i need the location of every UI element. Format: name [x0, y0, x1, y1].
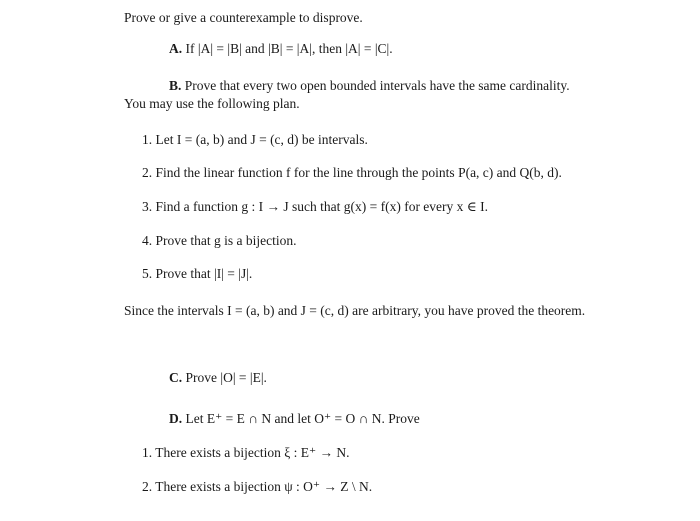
step-number: 3. — [142, 199, 153, 214]
step-number: 2. — [142, 479, 153, 494]
step-text: Prove that |I| = |J|. — [155, 266, 253, 281]
part-d — [169, 410, 420, 428]
part-b-text: Prove that every two open bounded intervals have the same cardinality. — [184, 78, 570, 93]
part-a-label: A. — [169, 41, 183, 56]
part-d-label: D. — [169, 411, 183, 426]
part-c-text: Prove |O| = |E|. — [185, 370, 267, 385]
step-text: Find the linear function f for the line through the points P(a, c) and Q(b, d). — [155, 165, 562, 180]
step-number: 4. — [142, 233, 153, 248]
step-text: Find a function g : I → J such that g(x) = f(x) for every x ∈ I. — [155, 199, 489, 214]
part-d-step-2 — [142, 478, 372, 496]
part-d-text: Let E⁺ = E ∩ N and let O⁺ = O ∩ N. Prove — [185, 411, 420, 426]
step-text: Let I = (a, b) and J = (c, d) be intervals. — [155, 132, 368, 147]
step-number: 1. — [142, 445, 153, 460]
plan-step-3 — [142, 198, 488, 216]
plan-step-5 — [142, 265, 252, 283]
intro-text: Prove or give a counterexample to disprove. — [124, 10, 363, 25]
step-number: 2. — [142, 165, 153, 180]
plan-step-2 — [142, 164, 562, 182]
step-text: There exists a bijection ξ : E⁺ → N. — [155, 445, 350, 460]
part-d-step-1 — [142, 444, 350, 462]
part-b-label: B. — [169, 78, 182, 93]
plan-intro: You may use the following plan. — [124, 96, 300, 111]
step-number: 5. — [142, 266, 153, 281]
part-a-text: If |A| = |B| and |B| = |A|, then |A| = |C|. — [185, 41, 393, 56]
part-c — [169, 369, 267, 387]
plan-step-4 — [142, 232, 296, 250]
step-number: 1. — [142, 132, 153, 147]
part-a — [169, 40, 393, 58]
step-text: There exists a bijection ψ : O⁺ → Z \ N. — [155, 479, 373, 494]
part-c-label: C. — [169, 370, 183, 385]
step-text: Prove that g is a bijection. — [155, 233, 297, 248]
conclusion-text: Since the intervals I = (a, b) and J = (c, d) are arbitrary, you have proved the theorem. — [124, 303, 586, 318]
part-b — [169, 77, 570, 95]
plan-step-1 — [142, 131, 368, 149]
